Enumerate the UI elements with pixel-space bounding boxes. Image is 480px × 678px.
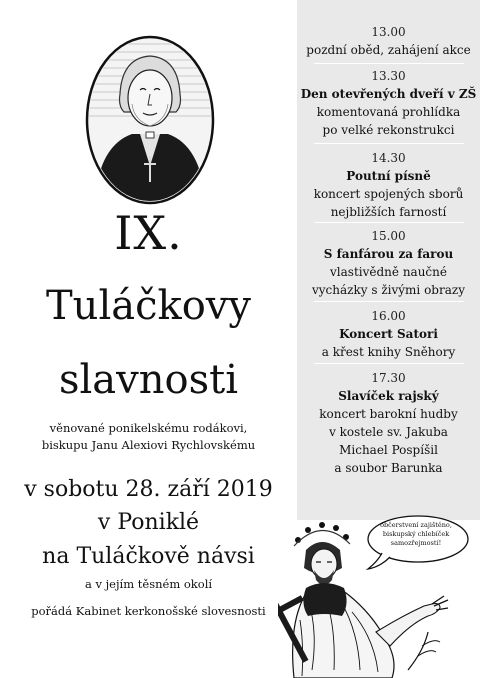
program-item-6 bbox=[297, 370, 480, 477]
program-item-3 bbox=[297, 150, 480, 221]
bubble-line-3: samozřejmostí! bbox=[390, 539, 442, 547]
program-desc: koncert spojených sborů bbox=[313, 187, 464, 201]
program-head: Koncert Satori bbox=[339, 327, 438, 341]
edition-numeral: IX. bbox=[114, 206, 183, 260]
event-organizer: pořádá Kabinet kerkonošské slovesnosti bbox=[31, 604, 266, 618]
program-desc: nejbližších farností bbox=[330, 205, 447, 219]
program-desc: Michael Pospíšil bbox=[339, 443, 438, 457]
program-desc: v kostele sv. Jakuba bbox=[329, 425, 448, 439]
bubble-line-1: občerstvení zajištěno, bbox=[380, 521, 452, 529]
program-time: 16.00 bbox=[371, 309, 406, 323]
program-time: 17.30 bbox=[371, 371, 406, 385]
dedication-line-1: věnované ponikelskému rodákovi, bbox=[49, 421, 248, 435]
program-desc: komentovaná prohlídka bbox=[316, 105, 461, 119]
divider bbox=[314, 63, 464, 64]
bishop-portrait-image bbox=[84, 34, 216, 206]
event-place-1: v Poniklé bbox=[97, 510, 200, 535]
program-item-2 bbox=[297, 68, 480, 139]
program-desc: a soubor Barunka bbox=[334, 461, 443, 475]
divider bbox=[314, 143, 464, 144]
divider bbox=[314, 301, 464, 302]
program-desc: vlastivědně naučné bbox=[330, 265, 447, 279]
program-desc: vycházky s živými obrazy bbox=[312, 283, 465, 297]
program-item-5 bbox=[297, 308, 480, 361]
dedication bbox=[0, 420, 297, 454]
program-item-1 bbox=[297, 24, 480, 59]
event-nearby: a v jejím těsném okolí bbox=[84, 577, 213, 591]
divider bbox=[314, 222, 464, 223]
program-head: S fanfárou za farou bbox=[323, 247, 454, 261]
program-item-4 bbox=[297, 228, 480, 299]
event-place-2: na Tuláčkově návsi bbox=[42, 544, 255, 569]
program-time: 15.00 bbox=[371, 229, 406, 243]
program-desc: a křest knihy Sněhory bbox=[321, 345, 456, 359]
divider bbox=[314, 363, 464, 364]
dedication-line-2: biskupu Janu Alexiovi Rychlovskému bbox=[41, 438, 256, 452]
title-line-1: Tuláčkovy bbox=[46, 283, 251, 329]
title-line-2: slavnosti bbox=[58, 357, 238, 403]
program-head: Slavíček rajský bbox=[338, 389, 439, 403]
program-time: 13.30 bbox=[371, 69, 406, 83]
program-desc: po velké rekonstrukci bbox=[322, 123, 455, 137]
program-head: Poutní písně bbox=[346, 169, 431, 183]
bubble-line-2: biskupský chlebíček bbox=[382, 530, 450, 538]
event-date: v sobotu 28. září 2019 bbox=[24, 477, 273, 502]
speech-bubble-text bbox=[370, 521, 462, 548]
program-time: 14.30 bbox=[371, 151, 406, 165]
program-time: 13.00 bbox=[371, 25, 406, 39]
program-head: Den otevřených dveří v ZŠ bbox=[300, 87, 477, 101]
program-desc: pozdní oběd, zahájení akce bbox=[306, 43, 471, 57]
program-desc: koncert barokní hudby bbox=[319, 407, 458, 421]
